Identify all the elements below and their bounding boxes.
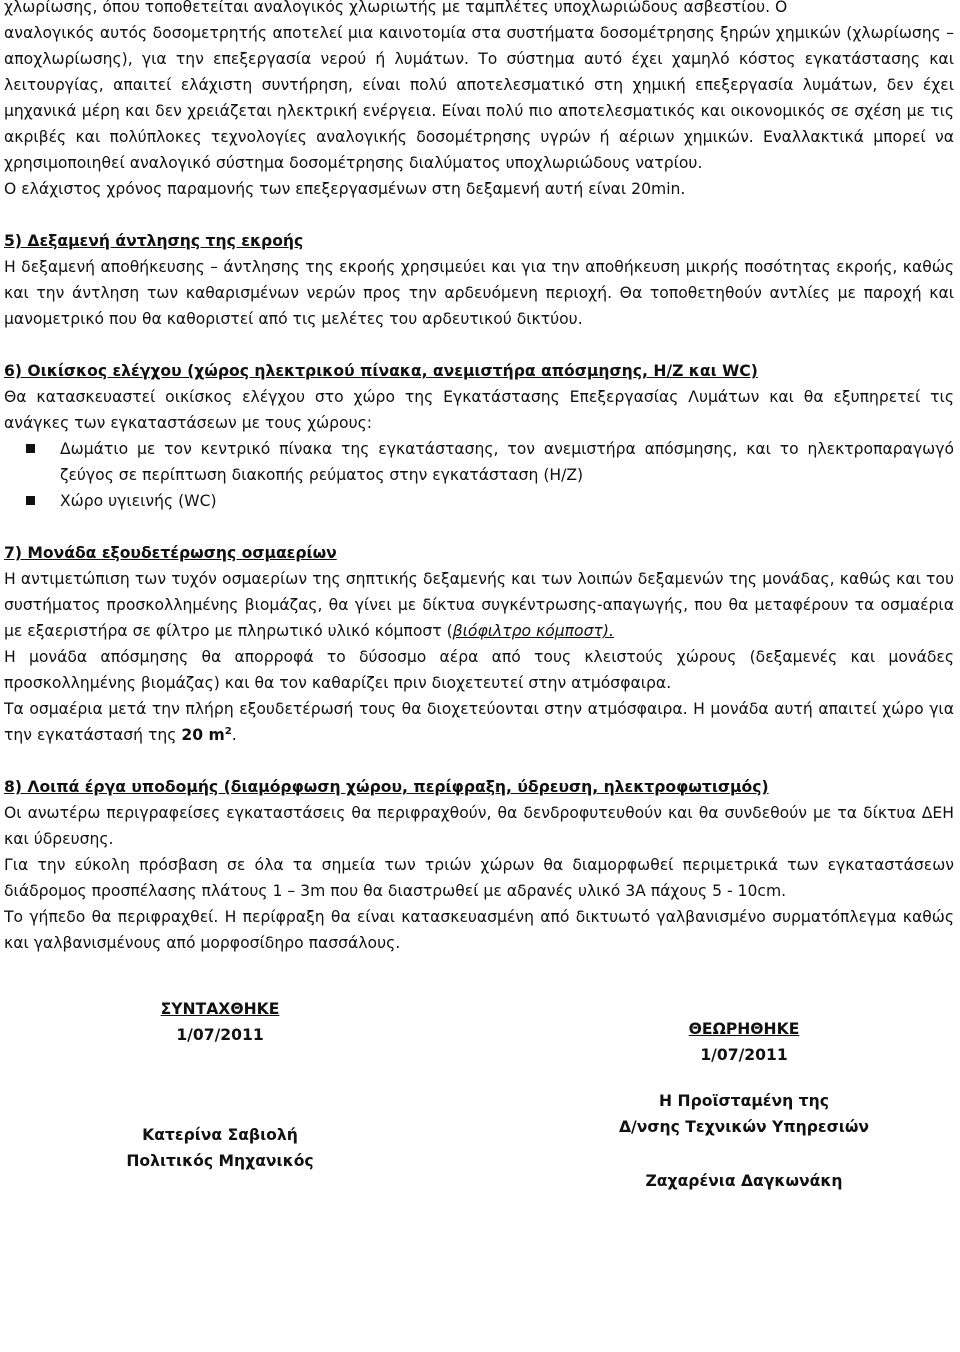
intro-first-line: χλωρίωσης, όπου τοποθετείται αναλογικός χλωριωτής με ταμπλέτες υποχλωριώδους ασβεστίου. Ο [4,0,788,16]
signature-left-role: Πολιτικός Μηχανικός [126,1152,314,1170]
signature-left-name: Κατερίνα Σαβιολή [142,1126,298,1144]
document-page [4,0,954,1222]
section-8-paragraph-1: Οι ανωτέρω περιγραφείσες εγκαταστάσεις θα περιφραχθούν, θα δενδροφυτευθούν και θα συνδεθούν με τα δίκτυα ΔΕΗ και ύδρευσης. [4,804,954,848]
section-5-body: Η δεξαμενή αποθήκευσης – άντλησης της εκροής χρησιμεύει και για την αποθήκευση μικρής ποσότητας εκροής, καθώς και την άντληση των καθαρισμένων νερών προς την αρδευόμενη περιοχή. Θα τοποθετηθούν αντλίες με παροχή και μανομετρικό που θα καθοριστεί από τις μελέτες του αρδευτικού δικτύου. [4,258,954,328]
signature-left-heading: ΣΥΝΤΑΧΘΗΚΕ [160,1000,280,1018]
section-5 [4,228,954,332]
signature-right-date: 1/07/2011 [700,1046,788,1064]
section-7-p1-italic: βιόφιλτρο κόμποστ). [452,622,614,640]
section-6-title: 6) Οικίσκος ελέγχου (χώρος ηλεκτρικού πίνακα, ανεμιστήρα απόσμησης, H/Z και WC) [4,362,758,380]
section-7-p1-text: Η αντιμετώπιση των τυχόν οσμαερίων της σηπτικής δεξαμενής και των λοιπών δεξαμενών της μονάδας, καθώς και του συστήματος προσκολλημένης βιομάζας, θα γίνει με δίκτυα συγκέντρωσης-απαγωγής, που θα μεταφέρουν τα οσμαέρια με εξαεριστήρα σε φίλτρο με πληρωτικό υλικό κόμποστ ( [4,570,954,640]
signature-left [110,982,330,1174]
section-7-p3-text: Τα οσμαέρια μετά την πλήρη εξουδετέρωσή τους θα διοχετεύονται στην ατμόσφαιρα. Η μονάδα αυτή απαιτεί χώρο για την εγκατάστασή της [4,700,954,744]
signature-right [594,982,894,1194]
intro-rest: αναλογικός αυτός δοσομετρητής αποτελεί μια καινοτομία στα συστήματα δοσομέτρησης ξηρών χημικών (χλωρίωσης – αποχλωρίωσης), για την επεξεργασία νερού ή λυμάτων. Το σύστημα αυτό έχει χαμηλό κόστος εγκατάστασης και λειτουργίας, απαιτεί ελάχιστη συντήρηση, είναι πολύ αποτελεσματικό στη χημική επεξεργασία λυμάτων, δεν έχει μηχανικά μέρη και δεν χρειάζεται ηλεκτρική ενέργεια. Είναι πολύ πιο αποτελεσματικός και οικονομικός σε σχέση με τις ακριβές και πολύπλοκες τεχνολογίες αναλογικής δοσομέτρησης υγρών ή αέριων χημικών. Εναλλακτικά μπορεί να χρησιμοποιηθεί αναλογικό σύστημα δοσομέτρησης διαλύματος υποχλωριώδους νατρίου. [4,24,954,172]
section-8-paragraph-2: Για την εύκολη πρόσβαση σε όλα τα σημεία των τριών χώρων θα διαμορφωθεί περιμετρικά των εγκαταστάσεων διάδρομος προσπέλασης πλάτους 1 – 3m που θα διαστρωθεί με αδρανές υλικό 3Α πάχους 5 - 10cm. [4,856,954,900]
signature-left-date: 1/07/2011 [176,1026,264,1044]
signature-block [4,982,954,1222]
section-7-p3-value: 20 m [181,726,225,744]
section-8 [4,774,954,956]
square-bullet-icon [26,496,35,505]
section-6-body: Θα κατασκευαστεί οικίσκος ελέγχου στο χώρο της Εγκατάστασης Επεξεργασίας Λυμάτων και θα εξυπηρετεί τις ανάγκες των εγκαταστάσεων με τους χώρους: [4,388,954,432]
signature-right-title-2: Δ/νσης Τεχνικών Υπηρεσιών [618,1118,870,1136]
intro-min-time: Ο ελάχιστος χρόνος παραμονής των επεξεργασμένων στη δεξαμενή αυτή είναι 20min. [4,180,686,198]
section-6 [4,358,954,514]
intro-paragraph [4,0,954,176]
section-5-title: 5) Δεξαμενή άντλησης της εκροής [4,232,304,250]
list-item [4,436,954,488]
signature-right-title-1: Η Προϊσταμένη της [659,1092,829,1110]
section-7-p3-end: . [231,726,237,744]
section-8-title: 8) Λοιπά έργα υποδομής (διαμόρφωση χώρου, περίφραξη, ύδρευση, ηλεκτροφωτισμός) [4,778,769,796]
signature-right-name: Ζαχαρένια Δαγκωνάκη [645,1172,843,1190]
list-item [4,488,954,514]
section-7-paragraph-1 [4,566,954,644]
section-8-paragraph-3: Το γήπεδο θα περιφραχθεί. Η περίφραξη θα είναι κατασκευασμένη από δικτυωτό γαλβανισμένο συρματόπλεγμα καθώς και γαλβανισμένους από μορφοσίδηρο πασσάλους. [4,908,954,952]
list-item-text: Δωμάτιο με τον κεντρικό πίνακα της εγκατάστασης, τον ανεμιστήρα απόσμησης, και το ηλεκτροπαραγωγό ζεύγος σε περίπτωση διακοπής ρεύματος στην εγκατάσταση (Η/Ζ) [60,440,954,484]
section-7 [4,540,954,748]
square-bullet-icon [26,444,35,453]
section-7-paragraph-3 [4,696,954,748]
section-7-paragraph-2: Η μονάδα απόσμησης θα απορροφά το δύσοσμο αέρα από τους κλειστούς χώρους (δεξαμενές και μονάδες προσκολλημένης βιομάζας) και θα τον καθαρίζει πριν διοχετευτεί στην ατμόσφαιρα. [4,648,954,692]
list-item-text: Χώρο υγιεινής (WC) [60,492,217,510]
section-7-p3-sup: 2 [224,725,232,737]
signature-right-heading: ΘΕΩΡΗΘΗΚΕ [688,1020,800,1038]
section-6-list [4,436,954,514]
section-7-title: 7) Μονάδα εξουδετέρωσης οσμαερίων [4,544,337,562]
